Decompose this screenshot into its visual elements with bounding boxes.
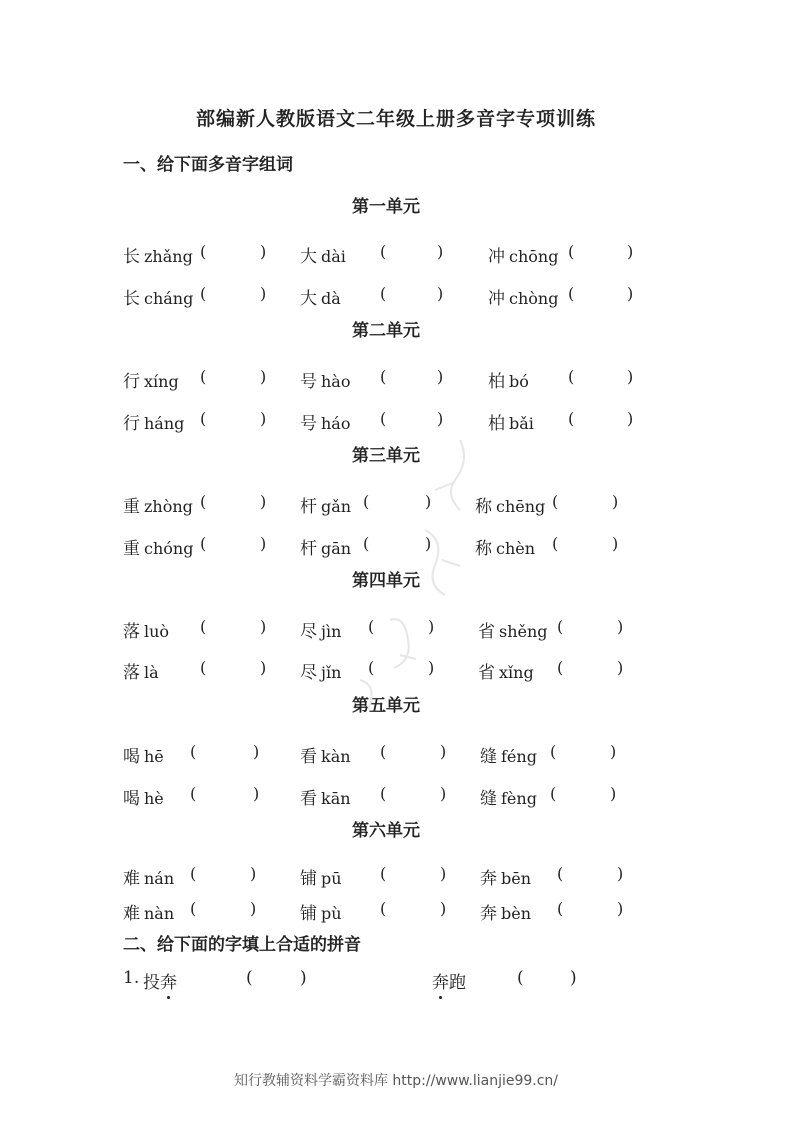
hanzi: 看 (300, 789, 317, 809)
paren-open: ( (200, 367, 207, 386)
polyphone-item (300, 367, 350, 392)
dotted-char: 奔 (432, 968, 449, 993)
paren-close: ) (260, 534, 267, 553)
hanzi: 喝 (123, 747, 140, 767)
paren-close: ) (260, 367, 267, 386)
hanzi: 长 (123, 247, 140, 267)
paren-close: ) (440, 784, 447, 803)
paren-open: ( (363, 534, 370, 553)
paren-open: ( (380, 409, 387, 428)
paren-close: ) (260, 617, 267, 636)
pinyin: bèn (501, 904, 532, 923)
section-heading-1: 一、给下面多音字组词 (123, 155, 293, 175)
paren-close: ) (250, 899, 257, 918)
paren-close: ) (300, 968, 307, 988)
pinyin: shěng (499, 622, 548, 641)
polyphone-item (123, 784, 164, 809)
paren-open: ( (557, 899, 564, 918)
paren-close: ) (440, 742, 447, 761)
paren-close: ) (428, 617, 435, 636)
paren-open: ( (190, 784, 197, 803)
pinyin: xíng (144, 372, 179, 391)
pinyin: pù (321, 904, 342, 923)
paren-open: ( (200, 492, 207, 511)
polyphone-item (488, 242, 558, 267)
hanzi: 重 (123, 539, 140, 559)
polyphone-item (123, 742, 164, 767)
paren-close: ) (437, 367, 444, 386)
paren-open: ( (568, 284, 575, 303)
paren-close: ) (627, 409, 634, 428)
hanzi: 大 (300, 247, 317, 267)
hanzi: 看 (300, 747, 317, 767)
hanzi: 奔 (480, 904, 497, 924)
hanzi: 难 (123, 904, 140, 924)
paren-close: ) (250, 864, 257, 883)
paren-close: ) (437, 242, 444, 261)
paren-close: ) (425, 492, 432, 511)
pinyin: jǐn (321, 663, 342, 682)
exercise-row (0, 742, 792, 766)
paren-open: ( (557, 617, 564, 636)
pinyin: luò (144, 622, 170, 641)
paren-close: ) (253, 742, 260, 761)
pinyin: nàn (144, 904, 175, 923)
pinyin: nán (144, 869, 175, 888)
hanzi: 落 (123, 663, 140, 683)
paren-close: ) (425, 534, 432, 553)
hanzi: 长 (123, 289, 140, 309)
hanzi: 缝 (480, 789, 497, 809)
hanzi: 重 (123, 497, 140, 517)
question-word-1: 投奔 (143, 968, 177, 993)
pinyin: hē (144, 747, 164, 766)
paren-open: ( (200, 284, 207, 303)
polyphone-item (123, 284, 193, 309)
dotted-char: 奔 (160, 968, 177, 993)
paren-open: ( (190, 742, 197, 761)
paren-open: ( (550, 742, 557, 761)
hanzi: 杆 (300, 539, 317, 559)
pinyin: kàn (321, 747, 351, 766)
polyphone-item (123, 899, 174, 924)
paren-close: ) (260, 409, 267, 428)
hanzi: 缝 (480, 747, 497, 767)
paren-open: ( (552, 534, 559, 553)
page-title: 部编新人教版语文二年级上册多音字专项训练 (195, 108, 596, 130)
unit-heading: 第五单元 (352, 696, 420, 716)
paren-close: ) (617, 658, 624, 677)
pinyin: bēn (501, 869, 532, 888)
polyphone-item (123, 534, 193, 559)
pinyin: bó (509, 372, 529, 391)
pinyin: chōng (509, 247, 559, 266)
paren-close: ) (617, 617, 624, 636)
pinyin: hào (321, 372, 351, 391)
hanzi: 柏 (488, 372, 505, 392)
polyphone-item (475, 534, 535, 559)
unit-heading: 第三单元 (352, 446, 420, 466)
pinyin: chēng (496, 497, 546, 516)
paren-close: ) (437, 284, 444, 303)
polyphone-item (478, 658, 534, 683)
paren-open: ( (380, 864, 387, 883)
paren-close: ) (440, 899, 447, 918)
pinyin: dà (321, 289, 341, 308)
unit-heading: 第六单元 (352, 821, 420, 841)
polyphone-item (300, 784, 351, 809)
unit-heading: 第四单元 (352, 571, 420, 591)
polyphone-item (300, 242, 346, 267)
hanzi: 行 (123, 372, 140, 392)
hanzi: 尽 (300, 622, 317, 642)
hanzi: 柏 (488, 414, 505, 434)
question-number: 1. (123, 968, 140, 988)
paren-open: ( (557, 658, 564, 677)
hanzi: 号 (300, 414, 317, 434)
paren-close: ) (617, 899, 624, 918)
polyphone-item (123, 617, 169, 642)
paren-open: ( (380, 742, 387, 761)
paren-open: ( (380, 284, 387, 303)
question-word-2: 奔跑 (432, 968, 466, 993)
paren-close: ) (627, 242, 634, 261)
paren-open: ( (190, 864, 197, 883)
paren-close: ) (612, 492, 619, 511)
paren-open: ( (368, 617, 375, 636)
paren-open: ( (363, 492, 370, 511)
hanzi: 称 (475, 539, 492, 559)
pinyin: jìn (321, 622, 342, 641)
paren-open: ( (557, 864, 564, 883)
paren-close: ) (617, 864, 624, 883)
paren-open: ( (200, 658, 207, 677)
section-heading-2: 二、给下面的字填上合适的拼音 (123, 935, 361, 955)
pinyin: chèn (496, 539, 536, 558)
polyphone-item (300, 284, 341, 309)
polyphone-item (300, 658, 341, 683)
pinyin: là (144, 663, 159, 682)
hanzi: 喝 (123, 789, 140, 809)
paren-open: ( (200, 617, 207, 636)
polyphone-item (480, 899, 531, 924)
hanzi: 省 (478, 622, 495, 642)
paren-open: ( (200, 409, 207, 428)
paren-close: ) (428, 658, 435, 677)
paren-open: ( (568, 367, 575, 386)
pinyin: gān (321, 539, 352, 558)
paren-close: ) (440, 864, 447, 883)
polyphone-item (300, 492, 351, 517)
pinyin: chòng (509, 289, 559, 308)
pinyin: cháng (144, 289, 194, 308)
paren-close: ) (253, 784, 260, 803)
pinyin: háng (144, 414, 185, 433)
paren-open: ( (246, 968, 253, 988)
paren-open: ( (380, 899, 387, 918)
unit-heading: 第二单元 (352, 321, 420, 341)
exercise-row (0, 492, 792, 516)
hanzi: 杆 (300, 497, 317, 517)
paren-open: ( (380, 367, 387, 386)
hanzi: 省 (478, 663, 495, 683)
polyphone-item (300, 409, 350, 434)
paren-open: ( (200, 534, 207, 553)
pinyin: féng (501, 747, 537, 766)
polyphone-item (300, 742, 351, 767)
pinyin: xǐng (499, 663, 534, 682)
paren-close: ) (260, 492, 267, 511)
hanzi: 号 (300, 372, 317, 392)
exercise-row (0, 617, 792, 641)
question-1 (0, 968, 792, 994)
pinyin: chóng (144, 539, 194, 558)
pinyin: bǎi (509, 414, 534, 433)
hanzi: 称 (475, 497, 492, 517)
pinyin: fèng (501, 789, 537, 808)
polyphone-item (300, 864, 342, 889)
hanzi: 大 (300, 289, 317, 309)
exercise-row (0, 367, 792, 391)
polyphone-item (480, 784, 537, 809)
polyphone-item (478, 617, 548, 642)
pinyin: háo (321, 414, 351, 433)
pinyin: hè (144, 789, 164, 808)
hanzi: 铺 (300, 869, 317, 889)
paren-close: ) (627, 367, 634, 386)
exercise-row (0, 658, 792, 682)
polyphone-item (475, 492, 545, 517)
polyphone-item (123, 492, 193, 517)
pinyin: zhòng (144, 497, 193, 516)
paren-close: ) (570, 968, 577, 988)
paren-close: ) (612, 534, 619, 553)
paren-close: ) (437, 409, 444, 428)
paren-open: ( (380, 242, 387, 261)
hanzi: 奔 (480, 869, 497, 889)
polyphone-item (488, 284, 558, 309)
footer-text: 知行教辅资料学霸资料库 http://www.lianjie99.cn/ (233, 1073, 559, 1089)
paren-close: ) (260, 284, 267, 303)
pinyin: kān (321, 789, 351, 808)
exercise-row (0, 284, 792, 308)
exercise-row (0, 242, 792, 266)
polyphone-item (300, 899, 342, 924)
paren-open: ( (568, 409, 575, 428)
polyphone-item (300, 617, 341, 642)
paren-open: ( (368, 658, 375, 677)
pinyin: dài (321, 247, 346, 266)
unit-heading: 第一单元 (352, 197, 420, 217)
paren-open: ( (517, 968, 524, 988)
paren-open: ( (550, 784, 557, 803)
exercise-row (0, 864, 792, 888)
hanzi: 行 (123, 414, 140, 434)
paren-close: ) (610, 784, 617, 803)
exercise-row (0, 784, 792, 808)
hanzi: 难 (123, 869, 140, 889)
polyphone-item (123, 864, 174, 889)
polyphone-item (480, 742, 537, 767)
paren-open: ( (380, 784, 387, 803)
polyphone-item (123, 658, 159, 683)
pinyin: pū (321, 869, 342, 888)
hanzi: 落 (123, 622, 140, 642)
polyphone-item (123, 367, 179, 392)
hanzi: 冲 (488, 289, 505, 309)
paren-close: ) (627, 284, 634, 303)
exercise-row (0, 534, 792, 558)
hanzi: 冲 (488, 247, 505, 267)
paren-open: ( (568, 242, 575, 261)
hanzi: 尽 (300, 663, 317, 683)
exercise-row (0, 409, 792, 433)
polyphone-item (480, 864, 531, 889)
polyphone-item (488, 367, 529, 392)
exercise-row (0, 899, 792, 923)
paren-close: ) (610, 742, 617, 761)
paren-close: ) (260, 658, 267, 677)
paren-open: ( (190, 899, 197, 918)
polyphone-item (123, 242, 193, 267)
pinyin: zhǎng (144, 247, 193, 266)
paren-open: ( (552, 492, 559, 511)
paren-open: ( (200, 242, 207, 261)
paren-close: ) (260, 242, 267, 261)
polyphone-item (300, 534, 351, 559)
polyphone-item (123, 409, 184, 434)
pinyin: gǎn (321, 497, 352, 516)
polyphone-item (488, 409, 534, 434)
hanzi: 铺 (300, 904, 317, 924)
